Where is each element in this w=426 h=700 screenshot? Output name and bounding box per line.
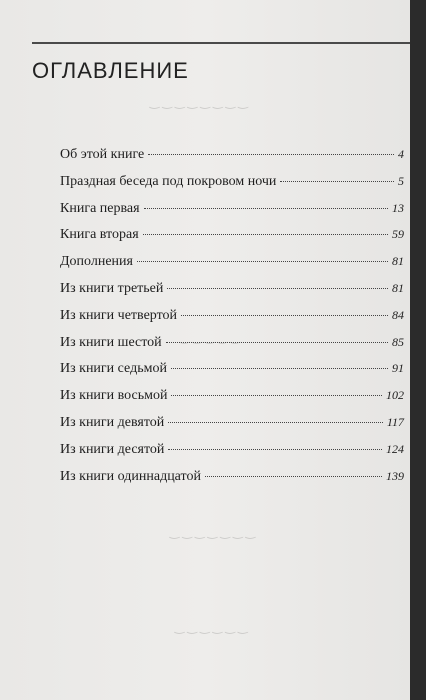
toc-entry-page-number: 102 xyxy=(386,388,404,403)
dot-leader xyxy=(167,288,388,289)
toc-entry-page-number: 85 xyxy=(392,334,404,349)
show-through-text: ‿ ‿ ‿ ‿ ‿ xyxy=(180,330,241,344)
toc-entry-title: Об этой книге xyxy=(60,147,145,162)
page-title: ОГЛАВЛЕНИЕ xyxy=(32,58,189,83)
dot-leader xyxy=(168,422,383,423)
toc-entry[interactable] xyxy=(60,308,404,335)
toc-entry-title: Из книги десятой xyxy=(60,441,165,457)
toc-entry-title: Книга первая xyxy=(60,200,140,216)
toc-entry-page-number: 59 xyxy=(392,227,404,242)
toc-entry[interactable] xyxy=(60,415,404,442)
toc-entry-page-number: 4 xyxy=(398,147,404,161)
toc-entry[interactable] xyxy=(60,254,404,281)
dot-leader xyxy=(181,315,388,316)
show-through-text: ‿ ‿ ‿ ‿ ‿ ‿ ‿ xyxy=(170,525,256,539)
toc-entry-title: Дополнения xyxy=(60,254,133,270)
dot-leader xyxy=(171,395,382,396)
toc-entry-page-number: 124 xyxy=(386,441,404,456)
toc-entry-page-number: 81 xyxy=(392,254,404,269)
dot-leader xyxy=(205,476,382,477)
toc-entry-title: Праздная беседа под покровом ночи xyxy=(60,173,277,189)
dot-leader xyxy=(143,234,388,235)
dot-leader xyxy=(168,449,382,450)
dot-leader xyxy=(166,342,388,343)
toc-entry[interactable] xyxy=(60,361,404,388)
toc-entry-page-number: 13 xyxy=(392,200,404,215)
dot-leader xyxy=(137,261,388,262)
toc-entry-title: Из книги одиннадцатой xyxy=(60,468,201,484)
toc-entry[interactable] xyxy=(60,174,404,201)
toc-entry-page-number: 91 xyxy=(392,361,404,376)
toc-entry-page-number: 139 xyxy=(386,468,404,483)
dot-leader xyxy=(144,208,388,209)
toc-entry[interactable] xyxy=(60,335,404,362)
toc-entry[interactable] xyxy=(60,469,404,496)
toc-entry-title: Из книги восьмой xyxy=(60,388,168,404)
toc-entry[interactable] xyxy=(60,442,404,469)
show-through-text: ‿ ‿ ‿ ‿ ‿ ‿ ‿ ‿ xyxy=(150,95,249,109)
toc-entry[interactable] xyxy=(60,147,404,174)
toc-entry[interactable] xyxy=(60,227,404,254)
top-rule xyxy=(32,42,410,44)
show-through-text: ‿ ‿ ‿ ‿ ‿ ‿ xyxy=(175,620,248,634)
dot-leader xyxy=(171,368,388,369)
toc-entry-title: Из книги четвертой xyxy=(60,307,178,323)
table-of-contents xyxy=(60,147,404,495)
toc-entry-page-number: 84 xyxy=(392,307,404,322)
toc-entry-page-number: 81 xyxy=(392,280,404,295)
dot-leader xyxy=(148,154,394,155)
toc-entry-title: Из книги шестой xyxy=(60,334,162,350)
toc-entry[interactable] xyxy=(60,281,404,308)
toc-entry-page-number: 117 xyxy=(386,414,404,429)
toc-entry-title: Из книги седьмой xyxy=(60,361,167,377)
toc-entry[interactable] xyxy=(60,201,404,228)
toc-entry-page-number: 5 xyxy=(398,173,404,188)
toc-entry-title: Из книги третьей xyxy=(60,280,164,296)
toc-entry-title: Книга вторая xyxy=(60,227,139,243)
toc-entry[interactable] xyxy=(60,388,404,415)
toc-entry-title: Из книги девятой xyxy=(60,414,165,430)
dot-leader xyxy=(280,181,394,182)
